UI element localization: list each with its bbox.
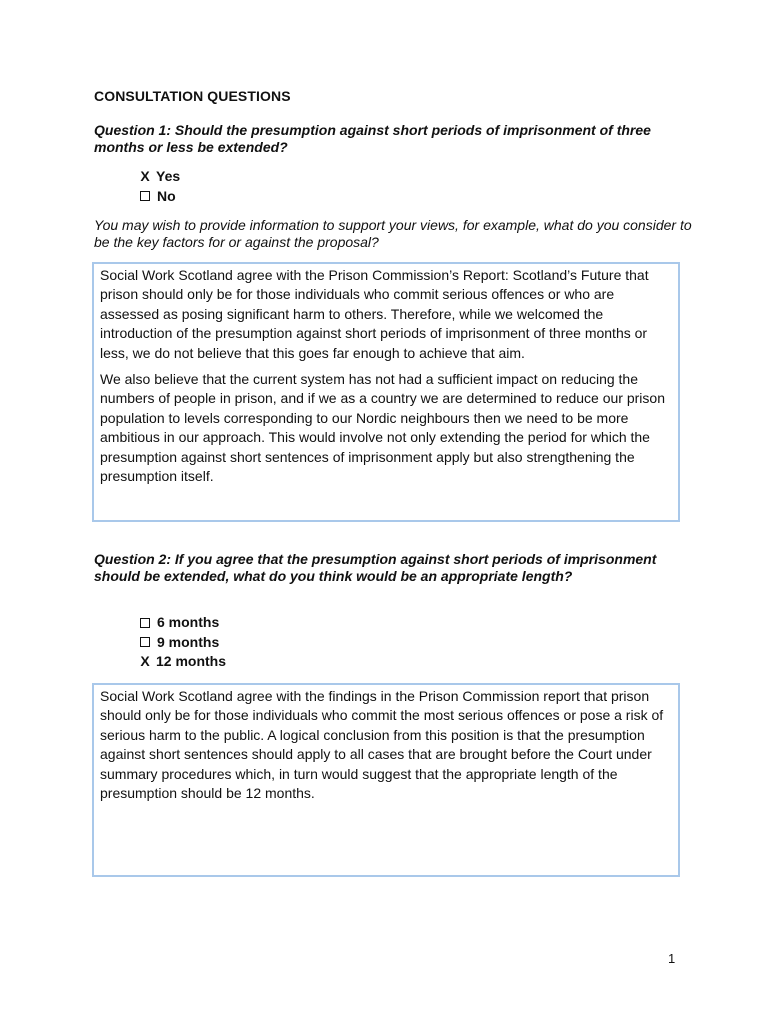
question-1-answer-box[interactable] xyxy=(92,262,680,522)
answer-paragraph: Social Work Scotland agree with the findings in the Prison Commission report that prison should only be for those individuals who commit the most serious offences or pose a risk of serious harm to the public. A logical conclusion from this position is that the presumption against short sentences should apply to all cases that are brought before the Court under summary procedures which, in turn would suggest that the appropriate length of the presumption should be 12 months. xyxy=(100,688,664,802)
option-12-months[interactable] xyxy=(140,652,226,672)
option-label: 6 months xyxy=(157,614,220,630)
answer-paragraph: Social Work Scotland agree with the Prison Commission’s Report: Scotland’s Future that prison should only be for those individuals who commit serious offences or who are assessed as posing significant harm to others. Therefore, while we welcomed the introduction of the presumption against short periods of imprisonment of three months or less, we do not believe that this goes far enough to achieve that aim. xyxy=(100,267,649,361)
checked-mark-icon: X xyxy=(140,168,150,184)
question-2-options xyxy=(140,613,226,672)
question-2-text: Question 2: If you agree that the presumption against short periods of imprisonment should be extended, what do you think would be an appropriate length? xyxy=(94,551,657,584)
page-heading: CONSULTATION QUESTIONS xyxy=(94,88,291,104)
question-1-prompt: You may wish to provide information to support your views, for example, what do you consider to be the key factors for or against the proposal? xyxy=(94,217,692,250)
option-label: Yes xyxy=(156,168,181,184)
question-1-text: Question 1: Should the presumption against short periods of imprisonment of three months or less be extended? xyxy=(94,122,651,155)
option-label: 12 months xyxy=(156,653,227,669)
answer-paragraph: We also believe that the current system has not had a sufficient impact on reducing the numbers of people in prison, and if we as a country we are determined to reduce our prison population to levels corresponding to our Nordic neighbours then we need to be more ambitious in our approach. This would involve not only extending the period for which the presumption against short sentences of imprisonment apply but also strengthening the presumption itself. xyxy=(100,371,665,485)
option-label: No xyxy=(157,187,176,204)
option-6-months[interactable] xyxy=(140,613,226,633)
page-number: 1 xyxy=(668,951,676,966)
option-9-months[interactable] xyxy=(140,633,226,653)
option-label: 9 months xyxy=(157,633,220,650)
option-yes[interactable] xyxy=(140,167,180,187)
checkbox-icon xyxy=(140,618,150,628)
checkbox-icon xyxy=(140,637,150,647)
option-no[interactable] xyxy=(140,187,180,207)
question-1-options xyxy=(140,167,180,206)
checked-mark-icon: X xyxy=(140,653,150,669)
checkbox-icon xyxy=(140,191,150,201)
question-2-answer-box[interactable] xyxy=(92,683,680,877)
